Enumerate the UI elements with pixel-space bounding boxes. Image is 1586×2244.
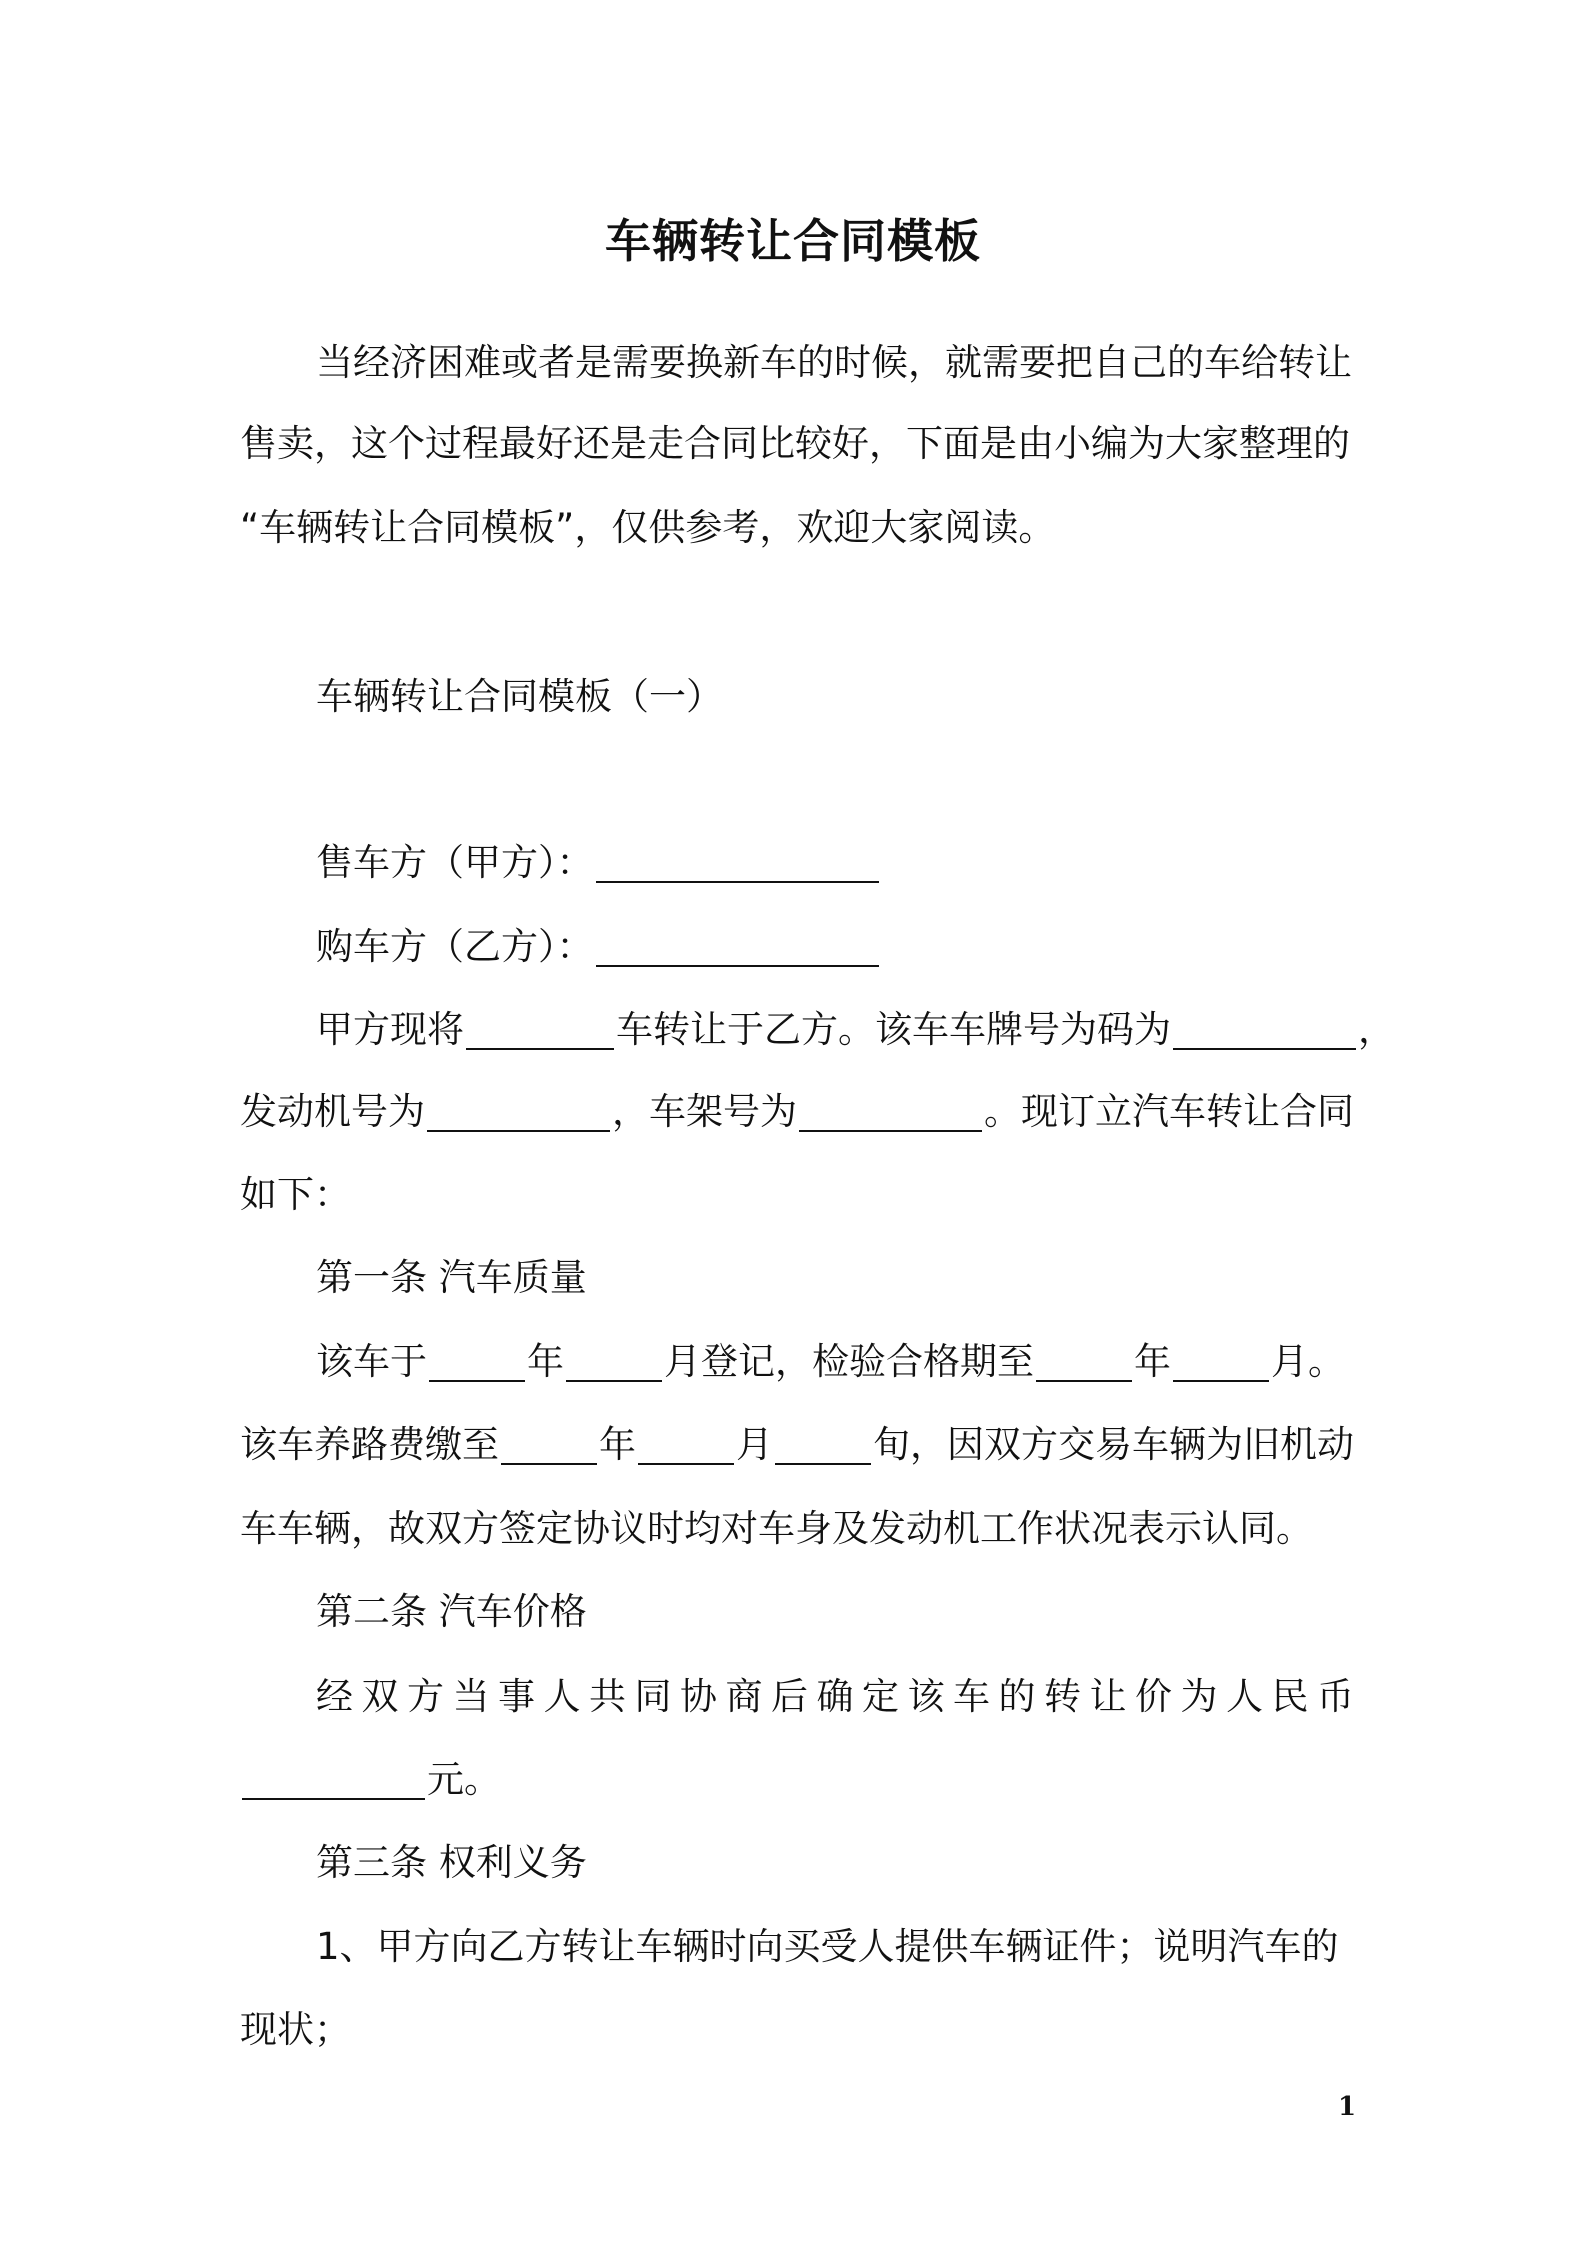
intro-line-1: 当经济困难或者是需要换新车的时候，就需要把自己的车给转让: [316, 341, 1352, 384]
article1-line-1: [316, 1337, 1345, 1387]
buyer-label: 购车方（乙方）：: [316, 925, 594, 968]
article-text: 旬，因双方交易车辆为旧机动: [873, 1423, 1354, 1466]
transfer-text: 发动机号为: [240, 1090, 425, 1133]
transfer-text: 。现订立汽车转让合同: [984, 1090, 1354, 1133]
price-blank: [242, 1758, 425, 1800]
article2-line-1: 经双方当事人共同协商后确定该车的转让价为人民币: [316, 1675, 1363, 1718]
intro-line-2: 售卖，这个过程最好还是走合同比较好，下面是由小编为大家整理的: [240, 422, 1350, 465]
transfer-text: ，: [1358, 1008, 1395, 1051]
transfer-text: ，车架号为: [612, 1090, 797, 1133]
date-blank: [566, 1340, 662, 1382]
intro-line-3: “车辆转让合同模板”，仅供参考，欢迎大家阅读。: [240, 506, 1056, 549]
transfer-text: 甲方现将: [316, 1008, 464, 1051]
date-blank: [1173, 1340, 1269, 1382]
transfer-line-3: 如下：: [240, 1173, 351, 1216]
article-text: 该车于: [316, 1340, 427, 1383]
seller-blank: [596, 841, 879, 883]
seller-label: 售车方（甲方）：: [316, 841, 594, 884]
article-text: 该车养路费缴至: [240, 1423, 499, 1466]
article-text: 元。: [427, 1758, 501, 1801]
article1-heading: 第一条 汽车质量: [316, 1256, 587, 1299]
page-number: 1: [1338, 2092, 1357, 2122]
article-text: 年: [527, 1340, 564, 1383]
article3-item1-line-2: 现状；: [240, 2008, 351, 2051]
document-title: 车辆转让合同模板: [605, 214, 981, 268]
buyer-line: [316, 922, 881, 972]
article-text: 月: [736, 1423, 773, 1466]
date-blank: [775, 1423, 871, 1465]
article-text: 年: [599, 1423, 636, 1466]
article1-line-3: 车车辆，故双方签定协议时均对车身及发动机工作状况表示认同。: [240, 1507, 1313, 1550]
buyer-blank: [596, 925, 879, 967]
article1-line-2: [240, 1420, 1354, 1470]
article-text: 年: [1134, 1340, 1171, 1383]
plate-blank: [1173, 1008, 1356, 1050]
transfer-text: 车转让于乙方。该车车牌号为码为: [616, 1008, 1171, 1051]
article3-item1-line-1: 1、甲方向乙方转让车辆时向买受人提供车辆证件；说明汽车的: [316, 1925, 1339, 1968]
article3-heading: 第三条 权利义务: [316, 1841, 587, 1884]
date-blank: [1036, 1340, 1132, 1382]
section-heading: 车辆转让合同模板（一）: [316, 675, 723, 718]
article2-line-2: [240, 1755, 501, 1805]
article-text: 月登记，检验合格期至: [664, 1340, 1034, 1383]
car-blank: [466, 1008, 614, 1050]
date-blank: [501, 1423, 597, 1465]
engine-blank: [427, 1090, 610, 1132]
article-text: 月。: [1271, 1340, 1345, 1383]
seller-line: [316, 838, 881, 888]
date-blank: [638, 1423, 734, 1465]
transfer-line-2: [240, 1087, 1354, 1137]
date-blank: [429, 1340, 525, 1382]
article2-heading: 第二条 汽车价格: [316, 1590, 587, 1633]
frame-blank: [799, 1090, 982, 1132]
transfer-line-1: [316, 1005, 1395, 1055]
